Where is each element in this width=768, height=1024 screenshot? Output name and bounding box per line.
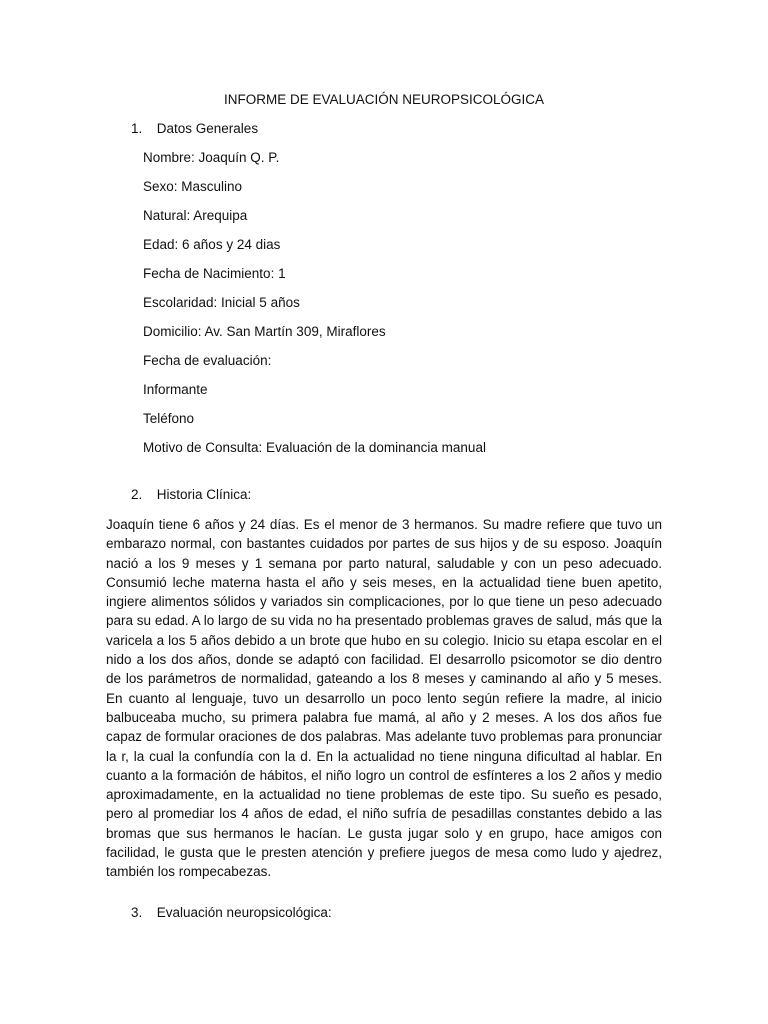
section-1-title: Datos Generales [156,121,259,136]
field-natural: Natural: Arequipa [143,208,248,223]
section-1-heading [131,121,258,136]
field-telefono: Teléfono [143,411,195,426]
field-edad: Edad: 6 años y 24 dias [143,237,281,252]
section-3-number: 3. [131,905,143,920]
historia-clinica-paragraph: Joaquín tiene 6 años y 24 días. Es el menor de 3 hermanos. Su madre refiere que tuvo un embarazo normal, con bastantes cuidados por partes de sus hijos y de su esposo. Joaquín nació a los 9 meses y 1 semana por parto natural, saludable y con un peso adecuado. Consumió leche materna hasta el año y seis meses, en la actualidad tiene buen apetito, ingiere alimentos sólidos y variados sin complicaciones, por lo que tiene un peso adecuado para su edad. A lo largo de su vida no ha presentado problemas graves de salud, más que la varicela a los 5 años debido a un brote que hubo en su colegio. Inicio su etapa escolar en el nido a los dos años, donde se adaptó con facilidad. El desarrollo psicomotor se dio dentro de los parámetros de normalidad, gateando a los 8 meses y caminando al año y 5 meses. En cuanto al lenguaje, tuvo un desarrollo un poco lento según refiere la madre, al inicio balbuceaba mucho, su primera palabra fue mamá, al año y 2 meses. A los dos años fue capaz de formular oraciones de dos palabras. Mas adelante tuvo problemas para pronunciar la r, la cual la confundía con la d. En la actualidad no tiene ninguna dificultad al hablar. En cuanto a la formación de hábitos, el niño logro un control de esfínteres a los 2 años y medio aproximadamente, en la actualidad no tiene problemas de este tipo. Su sueño es pesado, pero al promediar los 4 años de edad, el niño sufría de pesadillas constantes debido a las bromas que sus hermanos le hacían. Le gusta jugar solo y en grupo, hace amigos con facilidad, le gusta que le presten atención y prefiere juegos de mesa como ludo y ajedrez, también los rompecabezas. [106,517,662,880]
field-fecha-evaluacion: Fecha de evaluación: [143,353,272,368]
field-domicilio: Domicilio: Av. San Martín 309, Miraflores [143,324,386,339]
field-fecha-nacimiento: Fecha de Nacimiento: 1 [143,266,286,281]
section-2-heading [131,487,251,502]
field-nombre: Nombre: Joaquín Q. P. [143,150,280,165]
section-3-title: Evaluación neuropsicológica: [156,905,332,920]
document-title: INFORME DE EVALUACIÓN NEUROPSICOLÓGICA [223,92,545,107]
field-informante: Informante [143,382,208,397]
section-2-number: 2. [131,487,143,502]
section-1-number: 1. [131,121,143,136]
field-escolaridad: Escolaridad: Inicial 5 años [143,295,300,310]
section-2-title: Historia Clínica: [156,487,252,502]
field-sexo: Sexo: Masculino [143,179,243,194]
field-motivo-consulta: Motivo de Consulta: Evaluación de la dominancia manual [143,440,486,455]
section-3-heading [131,905,332,920]
